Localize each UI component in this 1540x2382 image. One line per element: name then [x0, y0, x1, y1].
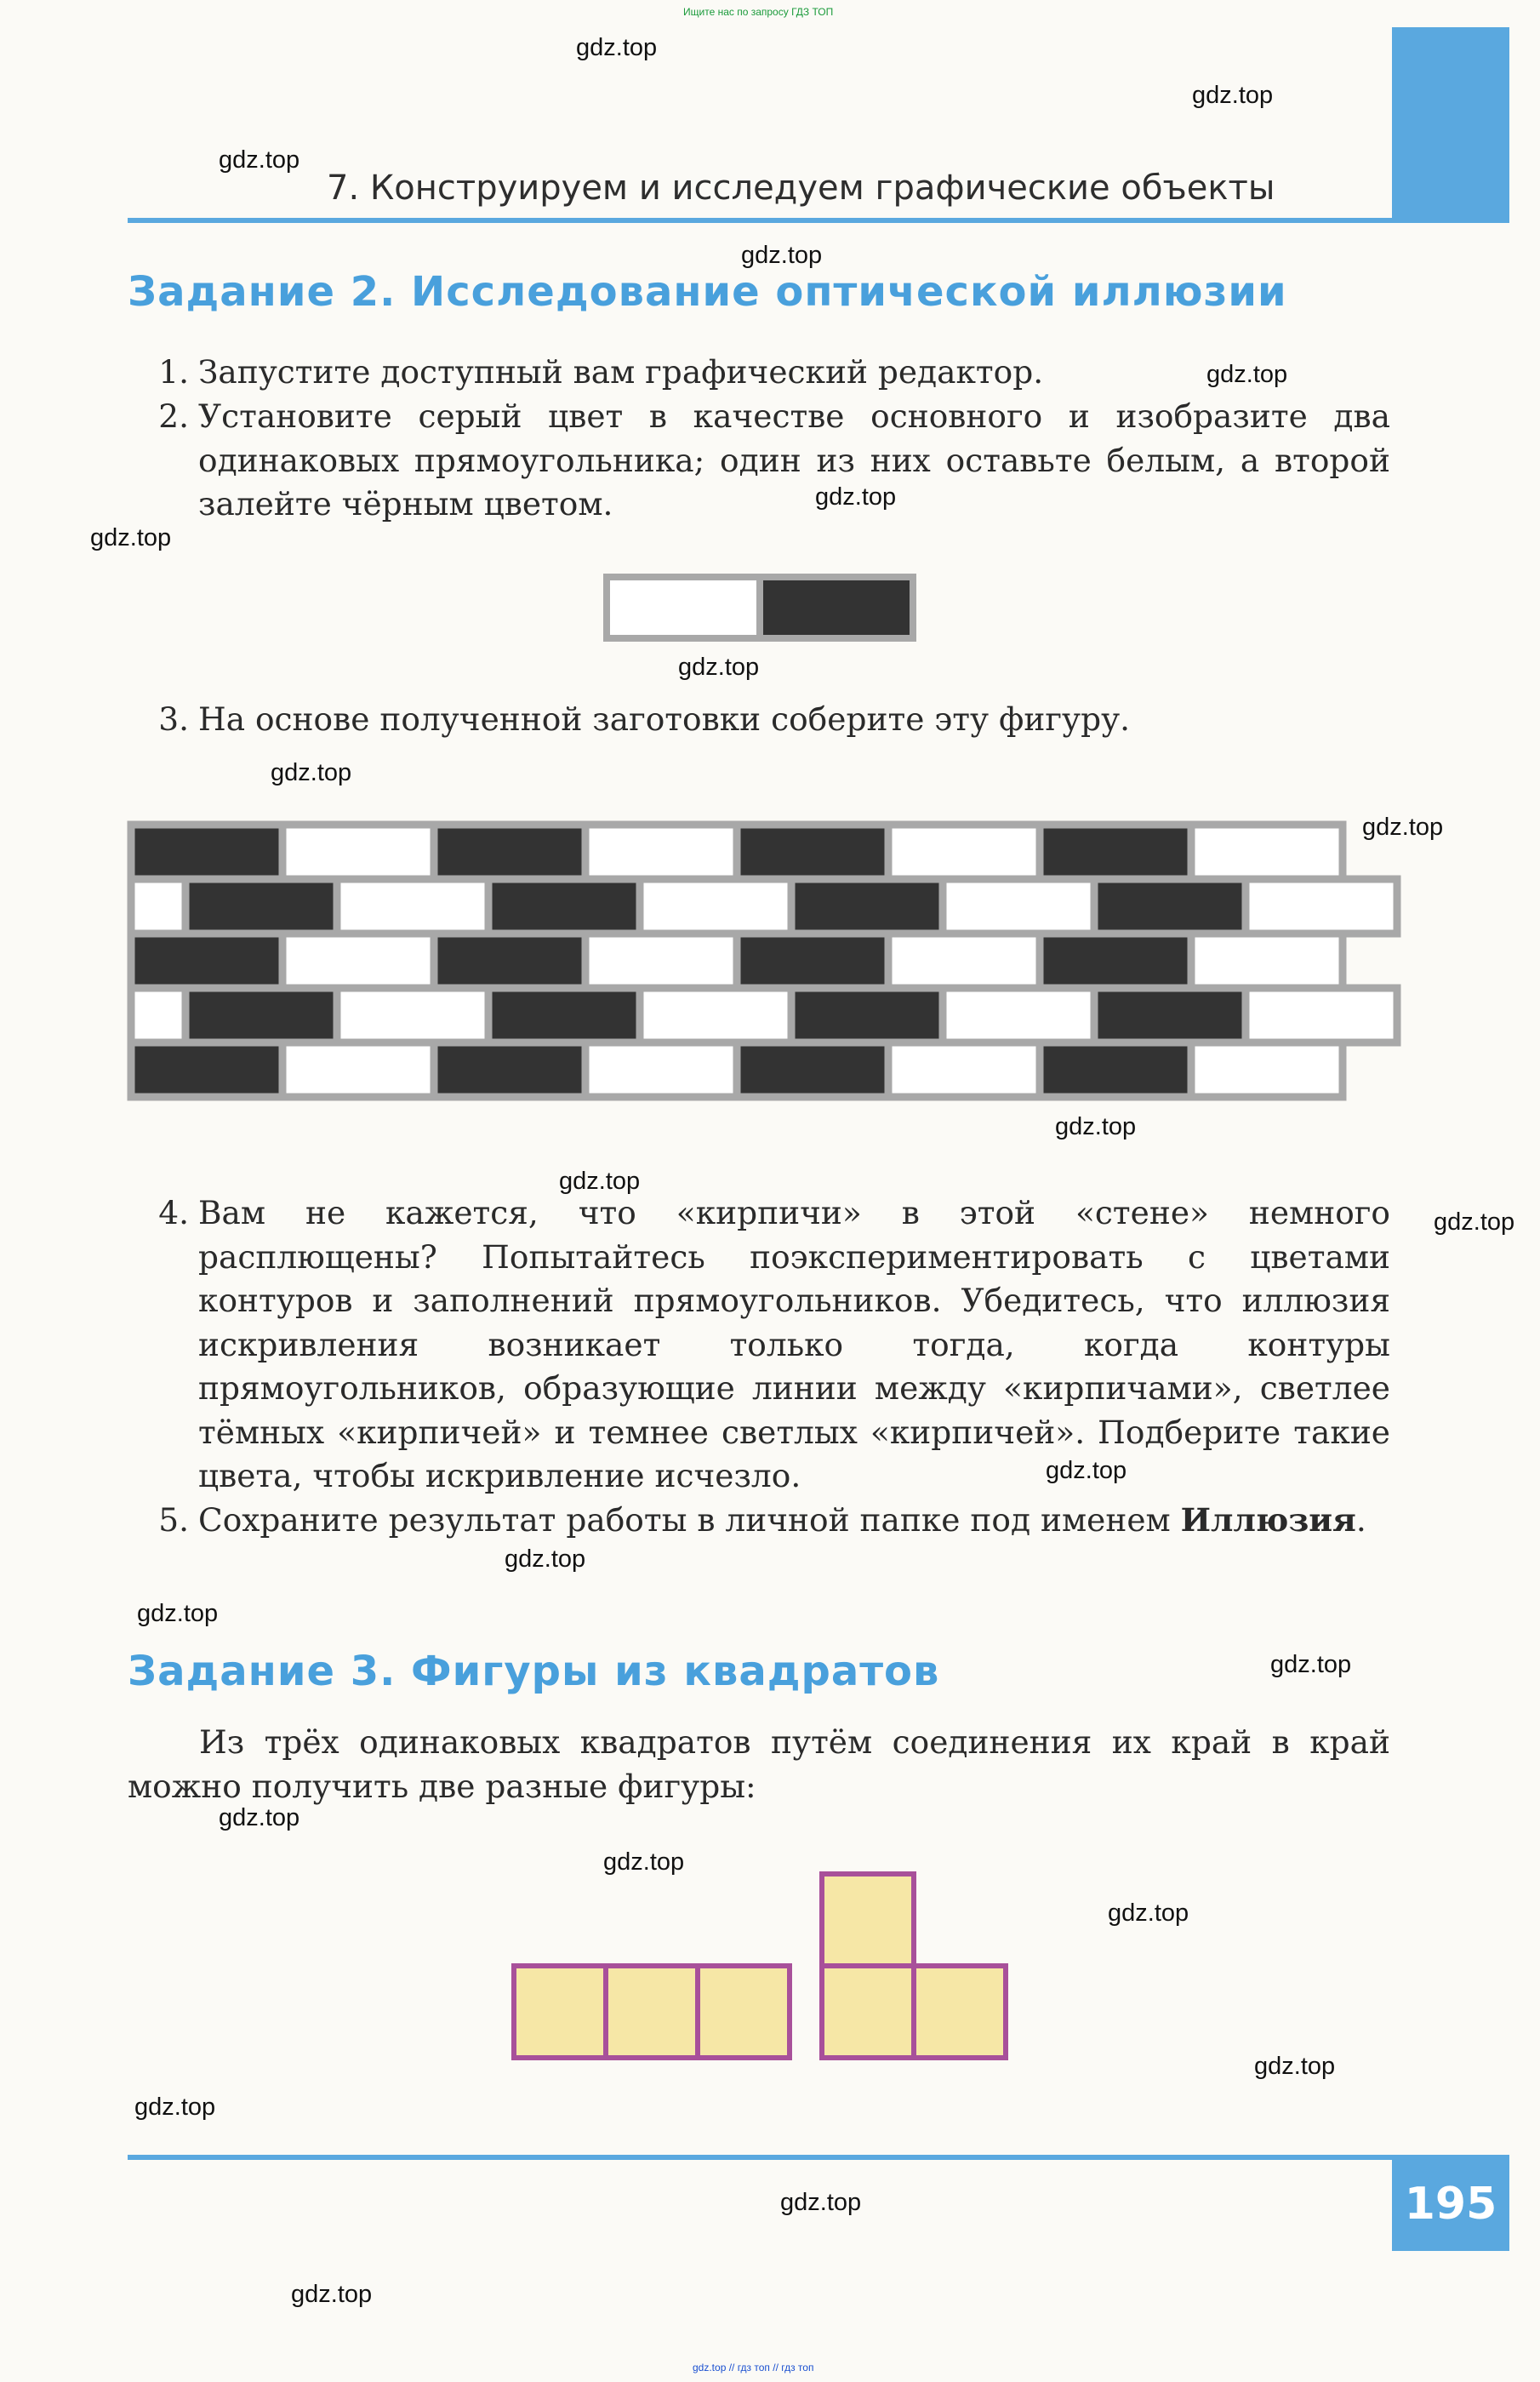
figure-straight-line	[514, 1966, 790, 2058]
square	[698, 1966, 790, 2058]
task2-title: Задание 2. Исследование оптической иллюзии	[128, 268, 1287, 316]
watermark: gdz.top	[559, 1168, 641, 1195]
footer-rule	[128, 2155, 1509, 2160]
watermark: gdz.top	[1362, 814, 1444, 841]
watermark: gdz.top	[1434, 1208, 1515, 1236]
watermark: gdz.top	[1254, 2053, 1336, 2080]
item-text: Вам не кажется, что «кирпичи» в этой «стене» немного расплющены? Попытайтесь поэкспериментировать с цветами контуров и заполнений прямоугольников. Убедитесь, что иллюзия искривления возникает только тогда, когда контуры прямоугольников, образующие линии между «кирпичами», светлее тёмных «кирпичей» и темнее светлых «кирпичей». Подберите такие цвета, чтобы искривление исчезло.	[198, 1194, 1390, 1494]
file-name-illusion: Иллюзия	[1180, 1501, 1356, 1539]
item-text: На основе полученной заготовки соберите эту фигуру.	[198, 700, 1131, 738]
task3-title: Задание 3. Фигуры из квадратов	[128, 1648, 940, 1695]
item-text-after: .	[1355, 1501, 1366, 1539]
watermark: gdz.top	[134, 2094, 216, 2121]
item-number: 1.	[158, 353, 189, 391]
watermark: gdz.top	[1192, 82, 1274, 109]
item-number: 2.	[158, 397, 189, 435]
figure-corner	[822, 1874, 1006, 2058]
watermark: gdz.top	[90, 524, 172, 551]
chapter-title: 7. Конструируем и исследуем графические объекты	[327, 169, 1275, 208]
square	[822, 1874, 914, 1966]
task3-paragraph: Из трёх одинаковых квадратов путём соединения их край в край можно получить две разные фигуры:	[128, 1723, 1390, 1805]
watermark: gdz.top	[741, 242, 823, 269]
watermark: gdz.top	[291, 2281, 373, 2308]
item-number: 3.	[158, 700, 189, 738]
item-text: Запустите доступный вам графический редактор.	[198, 353, 1044, 391]
watermark: gdz.top	[219, 146, 300, 174]
item-number: 4.	[158, 1194, 189, 1231]
top-note: Ищите нас по запросу ГДЗ ТОП	[683, 6, 834, 18]
square	[514, 1966, 606, 2058]
watermark: gdz.top	[815, 483, 897, 511]
square	[606, 1966, 698, 2058]
watermark: gdz.top	[1206, 361, 1288, 388]
watermark: gdz.top	[505, 1545, 586, 1573]
watermark: gdz.top	[678, 654, 760, 681]
watermark: gdz.top	[1046, 1457, 1127, 1484]
watermark: gdz.top	[603, 1848, 685, 1876]
bottom-note: gdz.top // гдз топ // гдз топ	[693, 2362, 814, 2373]
watermark: gdz.top	[1270, 1651, 1352, 1678]
watermark: gdz.top	[780, 2189, 862, 2216]
item-number: 5.	[158, 1501, 189, 1539]
item-text: Установите серый цвет в качестве основного и изобразите два одинаковых прямоугольника; один из них оставьте белым, а второй залейте чёрным цветом.	[198, 397, 1390, 523]
item-text-before: Сохраните результат работы в личной папке под именем	[198, 1501, 1181, 1539]
watermark: gdz.top	[219, 1804, 300, 1831]
watermark: gdz.top	[271, 759, 352, 786]
watermark: gdz.top	[1055, 1113, 1137, 1140]
watermark: gdz.top	[576, 34, 658, 61]
watermark: gdz.top	[1108, 1899, 1189, 1927]
square	[914, 1966, 1006, 2058]
square	[822, 1966, 914, 2058]
watermark: gdz.top	[137, 1600, 219, 1627]
page-number: 195	[1404, 2179, 1497, 2230]
